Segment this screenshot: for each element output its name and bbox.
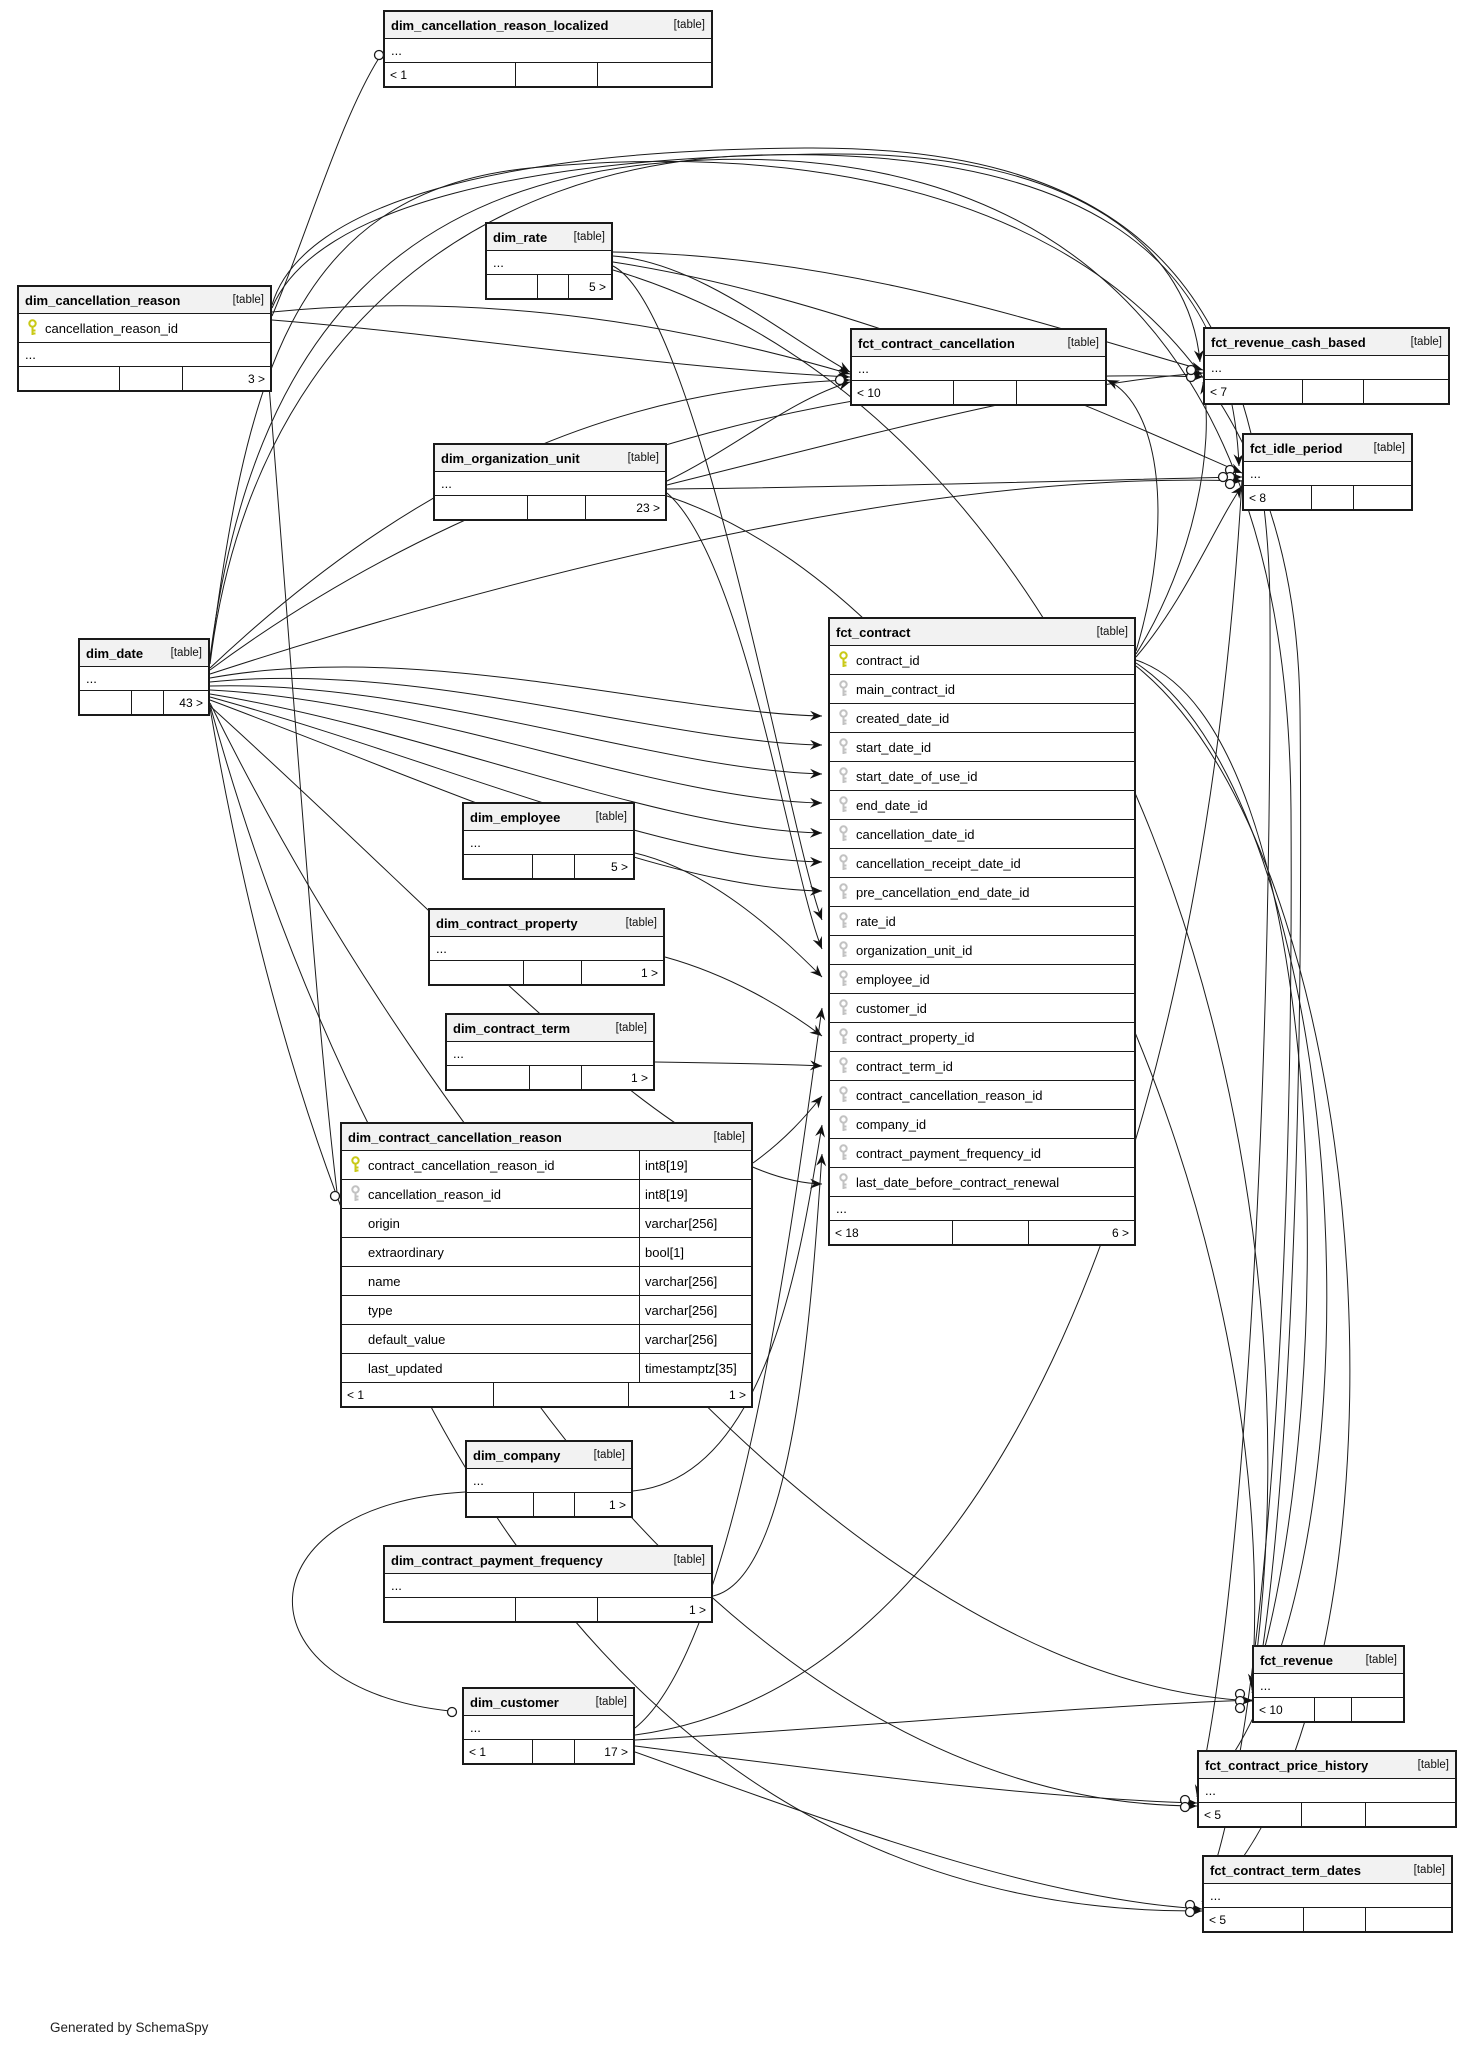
table-title[interactable]: dim_cancellation_reason_localized (391, 17, 609, 33)
table-dim_date[interactable] (78, 638, 210, 716)
table-header[interactable] (430, 910, 663, 937)
ellipsis-row: ... (385, 39, 711, 63)
table-footer (467, 1493, 631, 1516)
footer-parents (385, 1598, 515, 1621)
table-tag: [table] (1067, 337, 1099, 349)
footer-parents (447, 1066, 529, 1089)
column-row (342, 1151, 751, 1180)
ellipsis-row: ... (1204, 1884, 1451, 1908)
column-row (342, 1296, 751, 1325)
table-tag: [table] (573, 231, 605, 243)
fk-key-icon (838, 709, 849, 727)
footer-parents (19, 367, 119, 390)
column-name: default_value (368, 1331, 446, 1347)
table-tag: [table] (673, 19, 705, 31)
fk-key-icon (838, 912, 849, 930)
table-header[interactable] (467, 1442, 631, 1469)
ellipsis-row: ... (464, 1716, 633, 1740)
pk-key-icon (27, 319, 38, 337)
table-footer (852, 381, 1105, 404)
column-row (830, 1168, 1134, 1197)
footer-parents: < 1 (469, 1744, 487, 1759)
table-title[interactable]: fct_contract_term_dates (1210, 1862, 1362, 1878)
table-title[interactable]: fct_contract_cancellation (858, 335, 1015, 351)
table-footer (19, 367, 270, 390)
footer-mid (1314, 1698, 1351, 1721)
column-row (830, 1052, 1134, 1081)
table-tag: [table] (1096, 626, 1128, 638)
column-name: organization_unit_id (856, 942, 973, 958)
table-tag: [table] (713, 1131, 745, 1143)
footer-parents: < 10 (857, 385, 881, 400)
column-row (830, 646, 1134, 675)
column-row (830, 936, 1134, 965)
column-name: start_date_of_use_id (856, 768, 978, 784)
footer-children (1363, 380, 1448, 403)
column-row (830, 704, 1134, 733)
table-title[interactable]: fct_revenue (1260, 1652, 1333, 1668)
ellipsis-row: ... (464, 831, 633, 855)
footer-mid (529, 1066, 581, 1089)
fk-key-icon (838, 1173, 849, 1191)
footer-mid (1303, 1908, 1365, 1931)
column-name: contract_property_id (856, 1029, 975, 1045)
column-type: int8[19] (639, 1180, 751, 1208)
table-tag: [table] (673, 1554, 705, 1566)
column-name: start_date_id (856, 739, 932, 755)
column-row (342, 1238, 751, 1267)
column-name: company_id (856, 1116, 927, 1132)
table-dim_contract_term[interactable] (445, 1013, 655, 1091)
footer-mid (119, 367, 182, 390)
table-dim_contract_cancellation_reason[interactable] (340, 1122, 753, 1408)
table-tag: [table] (1365, 1654, 1397, 1666)
table-tag: [table] (1417, 1759, 1449, 1771)
fk-key-icon (838, 825, 849, 843)
table-dim_contract_payment_frequency[interactable] (383, 1545, 713, 1623)
ellipsis-row: ... (430, 937, 663, 961)
column-name: contract_term_id (856, 1058, 953, 1074)
table-header[interactable] (19, 287, 270, 314)
footer-parents: < 5 (1209, 1912, 1227, 1927)
column-type: varchar[256] (639, 1325, 751, 1353)
column-type: varchar[256] (639, 1209, 751, 1237)
ellipsis-row: ... (80, 667, 208, 691)
footer-children: 1 > (574, 1493, 631, 1516)
fk-key-icon (838, 883, 849, 901)
column-type: varchar[256] (639, 1267, 751, 1295)
table-header[interactable] (487, 224, 611, 251)
column-row (342, 1267, 751, 1296)
table-tag: [table] (615, 1022, 647, 1034)
table-title[interactable]: dim_organization_unit (441, 450, 580, 466)
footer-mid (493, 1383, 628, 1406)
table-footer (385, 1598, 711, 1621)
table-header[interactable] (1244, 435, 1411, 462)
table-footer (80, 691, 208, 714)
column-name: contract_payment_frequency_id (856, 1145, 1042, 1161)
table-footer (1254, 1698, 1403, 1721)
table-title[interactable]: fct_contract (836, 624, 911, 640)
column-row (342, 1325, 751, 1354)
table-header[interactable] (1199, 1752, 1455, 1779)
footer-mid (532, 1740, 574, 1763)
column-row (830, 675, 1134, 704)
table-fct_revenue_cash_based[interactable] (1203, 327, 1450, 405)
table-dim_organization_unit[interactable] (433, 443, 667, 521)
column-row (830, 1139, 1134, 1168)
table-header[interactable] (830, 619, 1134, 646)
table-dim_cancellation_reason_localized[interactable] (383, 10, 713, 88)
column-row (830, 762, 1134, 791)
generated-by-credit: Generated by SchemaSpy (50, 2020, 209, 2035)
column-type: bool[1] (639, 1238, 751, 1266)
footer-mid (523, 961, 581, 984)
ellipsis-row: ... (1205, 356, 1448, 380)
footer-parents: < 8 (1249, 490, 1267, 505)
table-title[interactable]: dim_contract_payment_frequency (391, 1552, 603, 1568)
footer-mid (1311, 486, 1353, 509)
footer-children (1351, 1698, 1403, 1721)
column-row (342, 1180, 751, 1209)
table-header[interactable] (1205, 329, 1448, 356)
table-tag: [table] (595, 811, 627, 823)
footer-mid (952, 1221, 1028, 1244)
column-type: int8[19] (639, 1151, 751, 1179)
table-footer (435, 496, 665, 519)
column-name: pre_cancellation_end_date_id (856, 884, 1030, 900)
footer-children: 1 > (597, 1598, 711, 1621)
footer-mid (532, 855, 574, 878)
table-dim_rate[interactable] (485, 222, 613, 300)
footer-mid (533, 1493, 574, 1516)
table-tag: [table] (232, 294, 264, 306)
footer-parents (467, 1493, 533, 1516)
fk-key-icon (838, 854, 849, 872)
table-footer (385, 63, 711, 86)
table-footer (447, 1066, 653, 1089)
table-dim_cancellation_reason[interactable] (17, 285, 272, 392)
footer-children: 6 > (1028, 1221, 1134, 1244)
column-name: end_date_id (856, 797, 928, 813)
table-fct_idle_period[interactable] (1242, 433, 1413, 511)
ellipsis-row: ... (1199, 1779, 1455, 1803)
column-row (830, 849, 1134, 878)
table-footer (1199, 1803, 1455, 1826)
table-title[interactable]: dim_contract_term (453, 1020, 571, 1036)
column-row (830, 820, 1134, 849)
table-header[interactable] (385, 12, 711, 39)
footer-children: 5 > (568, 275, 611, 298)
footer-children: 5 > (574, 855, 633, 878)
footer-parents (80, 691, 131, 714)
table-title[interactable]: dim_company (473, 1447, 561, 1463)
table-title[interactable]: dim_contract_property (436, 915, 578, 931)
column-name: last_updated (368, 1360, 443, 1376)
table-footer (342, 1383, 751, 1406)
table-tag: [table] (170, 647, 202, 659)
column-name: contract_id (856, 652, 920, 668)
column-row (830, 733, 1134, 762)
footer-children: 43 > (163, 691, 208, 714)
footer-mid (131, 691, 163, 714)
fk-key-icon (838, 1115, 849, 1133)
column-name: type (368, 1302, 393, 1318)
table-dim_contract_property[interactable] (428, 908, 665, 986)
column-name: main_contract_id (856, 681, 955, 697)
fk-key-icon (838, 1086, 849, 1104)
footer-children: 1 > (628, 1383, 751, 1406)
footer-mid (1301, 1803, 1365, 1826)
column-row (830, 907, 1134, 936)
fk-key-icon (838, 941, 849, 959)
fk-key-icon (838, 1144, 849, 1162)
table-footer (464, 1740, 633, 1763)
table-footer (830, 1221, 1134, 1244)
table-title[interactable]: dim_contract_cancellation_reason (348, 1129, 562, 1145)
table-tag: [table] (627, 452, 659, 464)
column-row (830, 1023, 1134, 1052)
footer-mid (515, 63, 597, 86)
table-fct_revenue[interactable] (1252, 1645, 1405, 1723)
footer-mid (1302, 380, 1363, 403)
ellipsis-row: ... (435, 472, 665, 496)
table-dim_company[interactable] (465, 1440, 633, 1518)
column-name: cancellation_reason_id (368, 1186, 501, 1202)
column-row (830, 994, 1134, 1023)
ellipsis-row: ... (1254, 1674, 1403, 1698)
table-footer (1244, 486, 1411, 509)
column-row (830, 1110, 1134, 1139)
footer-children (1016, 381, 1105, 404)
table-header[interactable] (852, 330, 1105, 357)
footer-children (1365, 1908, 1451, 1931)
ellipsis-row: ... (447, 1042, 653, 1066)
table-footer (487, 275, 611, 298)
table-title[interactable]: fct_idle_period (1250, 440, 1343, 456)
table-footer (1204, 1908, 1451, 1931)
column-name: origin (368, 1215, 400, 1231)
column-row (342, 1354, 751, 1383)
table-tag: [table] (593, 1449, 625, 1461)
table-fct_contract_cancellation[interactable] (850, 328, 1107, 406)
fk-key-icon (838, 970, 849, 988)
table-footer (430, 961, 663, 984)
table-footer (464, 855, 633, 878)
fk-key-icon (838, 767, 849, 785)
column-name: rate_id (856, 913, 896, 929)
table-header[interactable] (447, 1015, 653, 1042)
table-tag: [table] (595, 1696, 627, 1708)
ellipsis-row: ... (1244, 462, 1411, 486)
footer-mid (515, 1598, 597, 1621)
table-header[interactable] (435, 445, 665, 472)
column-row (19, 314, 270, 343)
footer-mid (537, 275, 568, 298)
fk-key-icon (838, 680, 849, 698)
table-title[interactable]: dim_employee (470, 809, 561, 825)
table-header[interactable] (464, 1689, 633, 1716)
fk-key-icon (838, 999, 849, 1017)
table-dim_employee[interactable] (462, 802, 635, 880)
footer-mid (527, 496, 585, 519)
column-row (830, 878, 1134, 907)
column-name: name (368, 1273, 401, 1289)
footer-children (597, 63, 711, 86)
footer-parents: < 10 (1259, 1702, 1283, 1717)
table-title[interactable]: dim_rate (493, 229, 548, 245)
fk-key-icon (838, 1028, 849, 1046)
table-title[interactable]: dim_date (86, 645, 144, 661)
column-name: cancellation_receipt_date_id (856, 855, 1021, 871)
footer-children (1353, 486, 1411, 509)
ellipsis-row: ... (487, 251, 611, 275)
footer-parents: < 1 (390, 67, 408, 82)
table-header[interactable] (385, 1547, 711, 1574)
table-title[interactable]: fct_contract_price_history (1205, 1757, 1369, 1773)
ellipsis-row: ... (467, 1469, 631, 1493)
table-fct_contract_term_dates[interactable] (1202, 1855, 1453, 1933)
ellipsis-row: ... (852, 357, 1105, 381)
footer-children: 3 > (182, 367, 270, 390)
column-type: timestamptz[35] (639, 1354, 751, 1382)
fk-key-icon (350, 1185, 361, 1203)
table-fct_contract_price_history[interactable] (1197, 1750, 1457, 1828)
table-tag: [table] (1410, 336, 1442, 348)
table-header[interactable] (1254, 1647, 1403, 1674)
footer-parents (430, 961, 523, 984)
column-name: created_date_id (856, 710, 950, 726)
footer-parents (435, 496, 527, 519)
table-tag: [table] (625, 917, 657, 929)
ellipsis-row: ... (19, 343, 270, 367)
table-header[interactable] (1204, 1857, 1451, 1884)
pk-key-icon (838, 651, 849, 669)
fk-key-icon (838, 1057, 849, 1075)
column-row (830, 1081, 1134, 1110)
footer-parents: < 18 (835, 1225, 859, 1240)
ellipsis-row: ... (830, 1197, 1134, 1221)
table-footer (1205, 380, 1448, 403)
footer-mid (953, 381, 1016, 404)
table-tag: [table] (1413, 1864, 1445, 1876)
column-name: contract_cancellation_reason_id (368, 1157, 555, 1173)
footer-parents (487, 275, 537, 298)
footer-children: 23 > (585, 496, 666, 519)
pk-key-icon (350, 1156, 361, 1174)
table-header[interactable] (342, 1124, 751, 1151)
column-row (830, 965, 1134, 994)
column-name: cancellation_date_id (856, 826, 975, 842)
table-header[interactable] (80, 640, 208, 667)
fk-key-icon (838, 738, 849, 756)
column-type: varchar[256] (639, 1296, 751, 1324)
column-name: cancellation_reason_id (45, 320, 178, 336)
ellipsis-row: ... (385, 1574, 711, 1598)
footer-parents: < 7 (1210, 384, 1228, 399)
table-title[interactable]: dim_customer (470, 1694, 559, 1710)
footer-children (1365, 1803, 1455, 1826)
footer-children: 1 > (581, 961, 663, 984)
table-tag: [table] (1373, 442, 1405, 454)
footer-parents: < 5 (1204, 1807, 1222, 1822)
footer-parents (464, 855, 532, 878)
footer-parents: < 1 (347, 1387, 365, 1402)
table-dim_customer[interactable] (462, 1687, 635, 1765)
table-title[interactable]: fct_revenue_cash_based (1211, 334, 1366, 350)
column-name: employee_id (856, 971, 930, 987)
column-name: extraordinary (368, 1244, 444, 1260)
table-title[interactable]: dim_cancellation_reason (25, 292, 181, 308)
table-header[interactable] (464, 804, 633, 831)
column-name: customer_id (856, 1000, 927, 1016)
footer-children: 17 > (574, 1740, 633, 1763)
column-name: contract_cancellation_reason_id (856, 1087, 1043, 1103)
column-row (830, 791, 1134, 820)
column-name: last_date_before_contract_renewal (856, 1174, 1060, 1190)
column-row (342, 1209, 751, 1238)
table-fct_contract[interactable] (828, 617, 1136, 1246)
fk-key-icon (838, 796, 849, 814)
footer-children: 1 > (581, 1066, 653, 1089)
